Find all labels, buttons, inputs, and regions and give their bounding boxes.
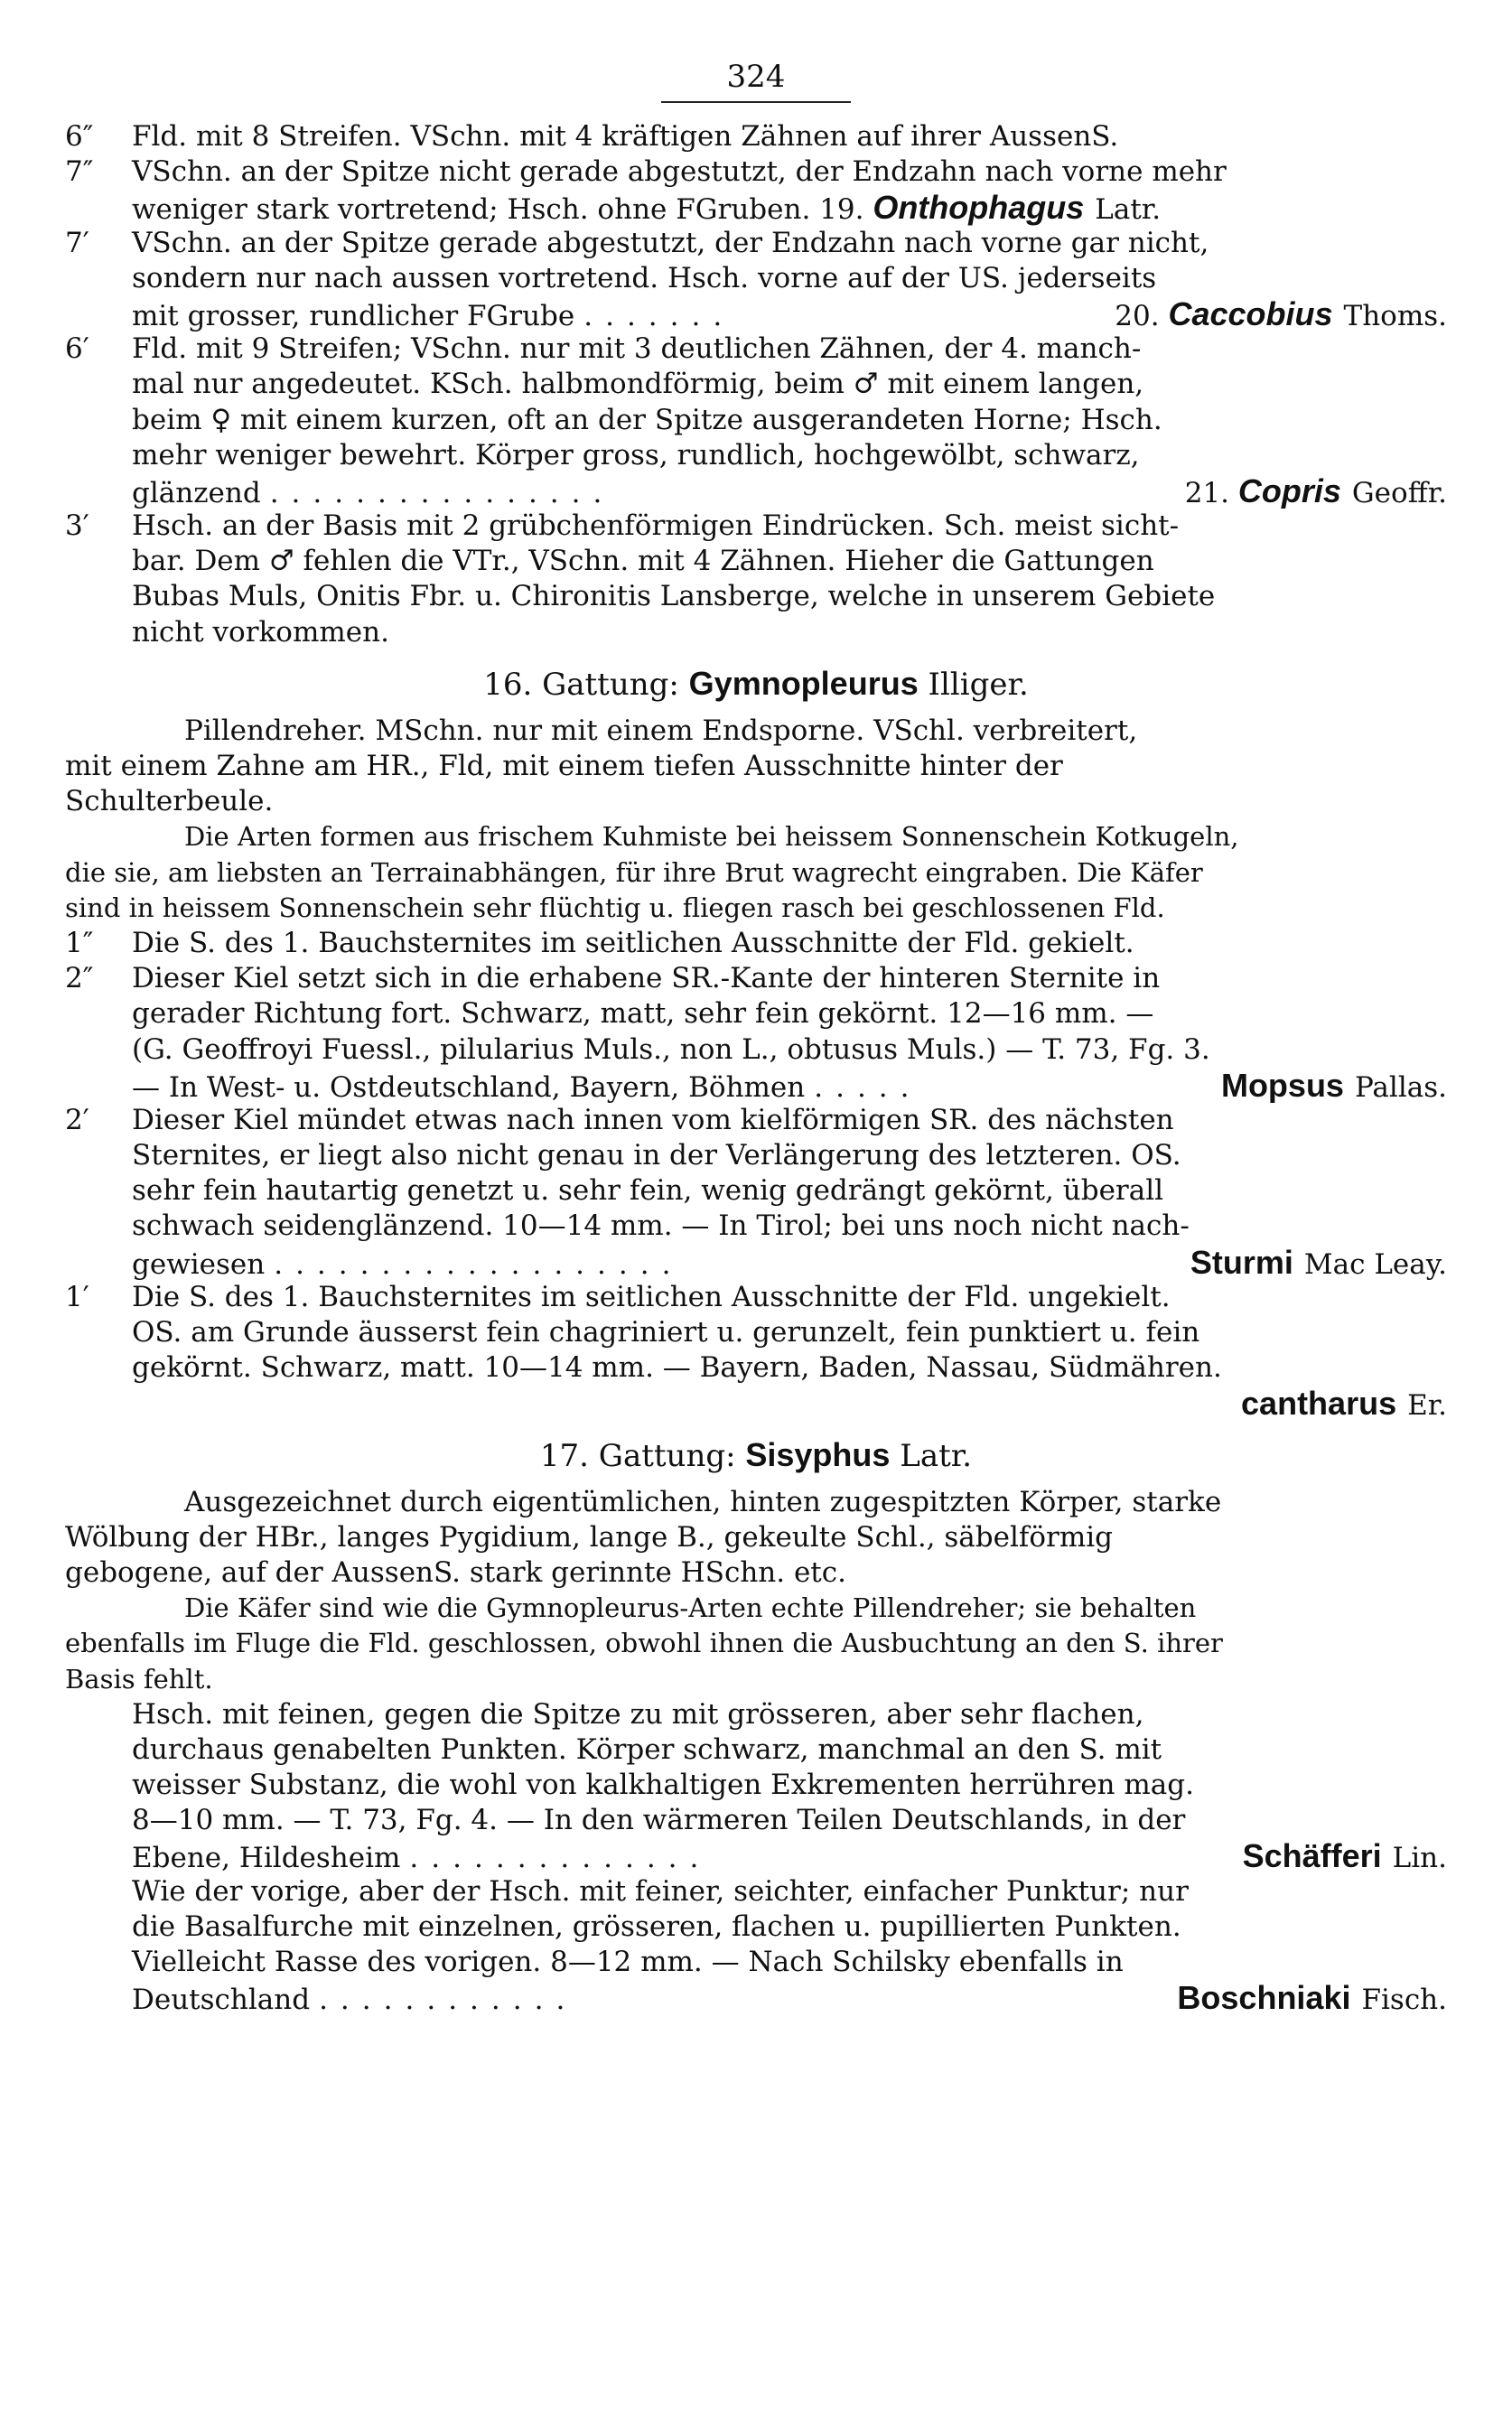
line-text: sondern nur nach aussen vortretend. Hsch. vorne auf der US. jederseits bbox=[132, 261, 1157, 294]
line-text: Wölbung der HBr., langes Pygidium, lange B., gekeulte Schl., säbelförmig bbox=[65, 1520, 1113, 1554]
text-line bbox=[65, 1315, 1447, 1350]
couplet-number: 6′ bbox=[65, 332, 89, 366]
text-line bbox=[65, 367, 1447, 402]
line-text: Die S. des 1. Bauchsternites im seitlichen Ausschnitte der Fld. ungekielt. bbox=[132, 1280, 1171, 1313]
text-line bbox=[65, 1662, 1447, 1697]
body-text bbox=[65, 119, 1447, 2015]
text-line bbox=[65, 1980, 1447, 2015]
text-line bbox=[65, 819, 1447, 854]
genus-name: Caccobius bbox=[1168, 295, 1333, 332]
line-text: nicht vorkommen. bbox=[132, 615, 389, 649]
author-name: Thoms. bbox=[1343, 299, 1447, 332]
text-line bbox=[65, 1138, 1447, 1173]
text-line bbox=[65, 1874, 1447, 1909]
leader-dots: ................ bbox=[269, 476, 615, 509]
text-line bbox=[65, 403, 1447, 438]
line-text: weisser Substanz, die wohl von kalkhaltigen Exkrementen herrühren mag. bbox=[132, 1769, 1194, 1802]
text-line bbox=[65, 1386, 1447, 1421]
line-text: durchaus genabelten Punkten. Körper schwarz, manchmal an den S. mit bbox=[132, 1732, 1162, 1766]
line-text: Bubas Muls, Onitis Fbr. u. Chironitis Lansberge, welche in unserem Gebiete bbox=[132, 580, 1216, 613]
line-text: Die Käfer sind wie die Gymnopleurus-Arten echte Pillendreher; sie behalten bbox=[184, 1592, 1197, 1624]
line-text: Sternites, er liegt also nicht genau in der Verlängerung des letzteren. OS. bbox=[132, 1139, 1181, 1172]
genus-heading bbox=[65, 1434, 1447, 1476]
text-line bbox=[65, 615, 1447, 650]
text-line bbox=[65, 1555, 1447, 1591]
text-line bbox=[65, 1626, 1447, 1661]
text-line bbox=[65, 891, 1447, 926]
genus-heading-author: Illiger. bbox=[928, 666, 1029, 703]
line-text: Schulterbeule. bbox=[65, 785, 274, 818]
genus-heading-number: 16. Gattung: bbox=[483, 666, 679, 703]
genus-heading-author: Latr. bbox=[900, 1437, 973, 1474]
couplet-number: 1′ bbox=[65, 1280, 89, 1313]
species-name: Boschniaki bbox=[1177, 1980, 1351, 2016]
line-text: sehr fein hautartig genetzt u. sehr fein, wenig gedrängt gekörnt, überall bbox=[132, 1174, 1164, 1208]
key-couplet-line bbox=[65, 226, 1447, 261]
text-line bbox=[65, 579, 1447, 614]
text-line bbox=[65, 749, 1447, 784]
leader-dots: ..... bbox=[814, 1070, 922, 1103]
line-text: mal nur angedeutet. KSch. halbmondförmig, beim ♂ mit einem langen, bbox=[132, 368, 1144, 401]
couplet-number: 2′ bbox=[65, 1103, 89, 1136]
author-name: Mac Leay. bbox=[1303, 1247, 1447, 1280]
species-name: Sturmi bbox=[1190, 1244, 1293, 1280]
genus-name: Copris bbox=[1237, 472, 1341, 509]
key-couplet-line bbox=[65, 961, 1447, 996]
text-line bbox=[65, 544, 1447, 579]
line-text: Dieser Kiel mündet etwas nach innen vom kielförmigen SR. des nächsten bbox=[132, 1103, 1174, 1136]
text-line bbox=[65, 1945, 1447, 1980]
species-name: cantharus bbox=[1241, 1386, 1397, 1422]
text-line bbox=[65, 1838, 1447, 1873]
line-text: gekörnt. Schwarz, matt. 10—14 mm. — Bayern, Baden, Nassau, Südmähren. bbox=[132, 1351, 1222, 1385]
author-name: Er. bbox=[1407, 1389, 1447, 1422]
genus-number: 21. bbox=[1184, 476, 1230, 509]
text-line bbox=[65, 784, 1447, 819]
line-text: Dieser Kiel setzt sich in die erhabene SR.-Kante der hinteren Sternite in bbox=[132, 962, 1161, 995]
line-text: Wie der vorige, aber der Hsch. mit feiner, seichter, einfacher Punktur; nur bbox=[132, 1874, 1189, 1908]
key-couplet-line bbox=[65, 331, 1447, 367]
text-line bbox=[65, 714, 1447, 749]
couplet-number: 7′ bbox=[65, 226, 89, 259]
key-couplet-line bbox=[65, 154, 1447, 190]
line-text: sind in heissem Sonnenschein sehr flüchtig u. fliegen rasch bei geschlossenen Fld. bbox=[65, 892, 1165, 923]
key-couplet-line bbox=[65, 926, 1447, 961]
line-text: Die S. des 1. Bauchsternites im seitlichen Ausschnitte der Fld. gekielt. bbox=[132, 926, 1134, 959]
text-line bbox=[65, 1591, 1447, 1626]
line-text: (G. Geoffroyi Fuessl., pilularius Muls., non L., obtusus Muls.) — T. 73, Fg. 3. bbox=[132, 1032, 1210, 1066]
text-line bbox=[65, 1350, 1447, 1386]
genus-number: 20. bbox=[1115, 299, 1160, 332]
document-page bbox=[65, 54, 1447, 2015]
key-couplet-line bbox=[65, 509, 1447, 544]
line-text: Die Arten formen aus frischem Kuhmiste bei heissem Sonnenschein Kotkugeln, bbox=[184, 821, 1239, 853]
leader-dots: ....... bbox=[583, 299, 735, 332]
line-text: glänzend bbox=[132, 476, 261, 509]
line-text: Hsch. mit feinen, gegen die Spitze zu mit grösseren, aber sehr flachen, bbox=[132, 1697, 1144, 1731]
author-name: Pallas. bbox=[1354, 1070, 1447, 1103]
line-text: 8—10 mm. — T. 73, Fg. 4. — In den wärmeren Teilen Deutschlands, in der bbox=[132, 1804, 1186, 1837]
line-text: OS. am Grunde äusserst fein chagriniert u. gerunzelt, fein punktiert u. fein bbox=[132, 1316, 1200, 1349]
couplet-number: 1″ bbox=[65, 926, 94, 959]
key-couplet-line bbox=[65, 119, 1447, 154]
line-text: Ausgezeichnet durch eigentümlichen, hinten zugespitzten Körper, starke bbox=[184, 1485, 1222, 1518]
line-text: gewiesen bbox=[132, 1247, 266, 1280]
author-name: Geoffr. bbox=[1351, 476, 1447, 509]
line-text: bar. Dem ♂ fehlen die VTr., VSchn. mit 4 Zähnen. Hieher die Gattungen bbox=[132, 545, 1154, 578]
genus-name: Onthophagus bbox=[873, 190, 1085, 226]
line-text: gerader Richtung fort. Schwarz, matt, sehr fein gekörnt. 12—16 mm. — bbox=[132, 997, 1154, 1031]
genus-heading bbox=[65, 663, 1447, 705]
text-line bbox=[65, 261, 1447, 296]
couplet-number: 6″ bbox=[65, 120, 94, 153]
species-name: Schäfferi bbox=[1242, 1838, 1382, 1874]
text-line bbox=[65, 1520, 1447, 1555]
line-text: schwach seidenglänzend. 10—14 mm. — In Tirol; bei uns noch nicht nach- bbox=[132, 1209, 1190, 1243]
text-line bbox=[65, 1697, 1447, 1732]
line-text: mehr weniger bewehrt. Körper gross, rundlich, hochgewölbt, schwarz, bbox=[132, 438, 1140, 472]
line-text: beim ♀ mit einem kurzen, oft an der Spitze ausgerandeten Horne; Hsch. bbox=[132, 403, 1162, 436]
text-line bbox=[65, 1173, 1447, 1209]
line-text: mit einem Zahne am HR., Fld, mit einem tiefen Ausschnitte hinter der bbox=[65, 750, 1063, 782]
line-text: Hsch. an der Basis mit 2 grübchenförmigen Eindrücken. Sch. meist sicht- bbox=[132, 509, 1180, 543]
line-text: Ebene, Hildesheim bbox=[132, 1842, 401, 1874]
line-text: die sie, am liebsten an Terrainabhängen, für ihre Brut wagrecht eingraben. Die Käfer bbox=[65, 856, 1203, 888]
text-line bbox=[65, 1803, 1447, 1838]
line-text: gebogene, auf der AussenS. stark gerinnte HSchn. etc. bbox=[65, 1555, 846, 1589]
line-text: — In West- u. Ostdeutschland, Bayern, Böhmen bbox=[132, 1070, 806, 1103]
text-line bbox=[65, 1732, 1447, 1768]
author-name: Lin. bbox=[1392, 1842, 1447, 1874]
text-line bbox=[65, 1068, 1447, 1103]
couplet-number: 2″ bbox=[65, 962, 94, 995]
line-text: VSchn. an der Spitze nicht gerade abgestutzt, der Endzahn nach vorne mehr bbox=[132, 155, 1227, 189]
genus-heading-number: 17. Gattung: bbox=[539, 1437, 736, 1474]
header-rule bbox=[661, 101, 851, 103]
text-line bbox=[65, 1209, 1447, 1244]
key-couplet-line bbox=[65, 1103, 1447, 1138]
text-line bbox=[65, 1032, 1447, 1068]
line-text: weniger stark vortretend; Hsch. ohne FGruben. 19. bbox=[132, 193, 864, 226]
line-text: die Basalfurche mit einzelnen, grösseren, flachen u. pupillierten Punkten. bbox=[132, 1909, 1181, 1943]
text-line bbox=[65, 296, 1447, 331]
line-text: Deutschland bbox=[132, 1984, 311, 2016]
text-line bbox=[65, 438, 1447, 473]
line-text: Basis fehlt. bbox=[65, 1663, 213, 1695]
line-text: Fld. mit 8 Streifen. VSchn. mit 4 kräftigen Zähnen auf ihrer AussenS. bbox=[132, 120, 1119, 153]
couplet-number: 7″ bbox=[65, 155, 94, 189]
leader-dots: .............. bbox=[409, 1842, 712, 1874]
leader-dots: ............ bbox=[319, 1984, 578, 2016]
text-line bbox=[65, 996, 1447, 1032]
line-text: VSchn. an der Spitze gerade abgestutzt, der Endzahn nach vorne gar nicht, bbox=[132, 226, 1209, 259]
line-text: Pillendreher. MSchn. nur mit einem Endsporne. VSchl. verbreitert, bbox=[184, 714, 1138, 747]
genus-heading-name: Sisyphus bbox=[745, 1435, 891, 1473]
line-text: ebenfalls im Fluge die Fld. geschlossen, obwohl ihnen die Ausbuchtung an den S. ihrer bbox=[65, 1628, 1223, 1659]
text-line bbox=[65, 1245, 1447, 1280]
author-name: Latr. bbox=[1095, 193, 1162, 226]
page-number: 324 bbox=[726, 59, 786, 95]
species-name: Mopsus bbox=[1220, 1067, 1344, 1103]
text-line bbox=[65, 473, 1447, 509]
author-name: Fisch. bbox=[1361, 1984, 1447, 2016]
line-text: Vielleicht Rasse des vorigen. 8—12 mm. — Nach Schilsky ebenfalls in bbox=[132, 1946, 1124, 1978]
text-line bbox=[65, 1909, 1447, 1945]
text-line bbox=[65, 855, 1447, 891]
key-couplet-line bbox=[65, 1280, 1447, 1315]
line-text: mit grosser, rundlicher FGrube bbox=[132, 299, 575, 332]
leader-dots: ................... bbox=[274, 1247, 684, 1280]
line-text: Fld. mit 9 Streifen; VSchn. nur mit 3 deutlichen Zähnen, der 4. manch- bbox=[132, 332, 1142, 366]
genus-heading-name: Gymnopleurus bbox=[688, 664, 919, 702]
text-line bbox=[65, 1485, 1447, 1520]
text-line bbox=[65, 190, 1447, 225]
text-line bbox=[65, 1768, 1447, 1803]
couplet-number: 3′ bbox=[65, 509, 89, 543]
